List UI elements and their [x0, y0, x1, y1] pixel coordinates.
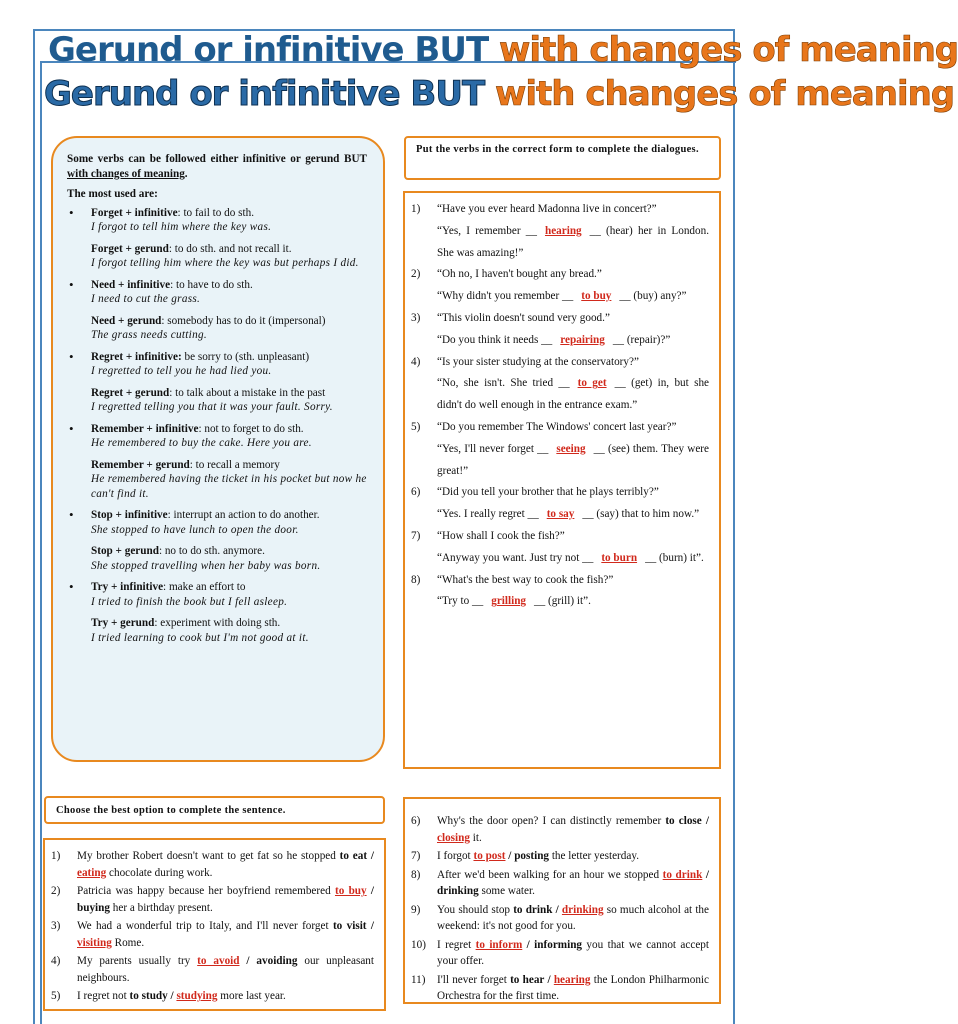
sentence-start: I forgot	[437, 850, 474, 862]
title-part2: with changes of meaning	[494, 74, 955, 114]
rule-item	[67, 386, 367, 415]
choose-panel-right	[403, 797, 721, 1004]
choose-item	[45, 988, 374, 1005]
option-separator: /	[366, 885, 374, 897]
option-a: to hear	[510, 973, 545, 986]
answer-prefix: “Yes. I really regret __	[437, 508, 539, 521]
item-number: 5)	[411, 420, 421, 433]
answer-fill: repairing	[560, 333, 605, 346]
title-shadow	[48, 30, 958, 70]
rules-intro	[67, 152, 367, 181]
rule-term: Stop + infinitive	[91, 509, 168, 521]
rule-definition	[91, 350, 367, 365]
intro-underlined: with changes of meaning	[67, 167, 185, 180]
sentence-start: After we'd been walking for an hour we stopped	[437, 868, 663, 881]
rule-meaning: : somebody has to do it (impersonal)	[161, 314, 326, 327]
choose-item	[405, 937, 709, 970]
option-b: visiting	[77, 936, 112, 949]
answer-prefix: “Try to __	[437, 595, 484, 608]
rule-definition	[91, 314, 367, 329]
choose-item	[405, 867, 709, 900]
item-number: 4)	[411, 355, 421, 368]
rule-definition	[91, 458, 367, 473]
most-used-heading: The most used are:	[67, 188, 158, 200]
rule-term: Need + infinitive	[91, 278, 171, 291]
option-a: to eat	[339, 850, 368, 862]
rule-meaning: : experiment with doing sth.	[154, 617, 281, 629]
item-number: 2)	[411, 268, 421, 281]
option-b: buying	[77, 901, 110, 914]
rule-meaning: : make an effort to	[163, 581, 246, 593]
rule-item	[67, 278, 367, 307]
rule-term: Try + infinitive	[91, 581, 164, 593]
option-separator: /	[239, 955, 257, 967]
rule-example: I forgot telling him where the key was but perhaps I did.	[91, 257, 359, 269]
dialogue-answer-line	[437, 330, 709, 352]
rule-item	[67, 422, 367, 451]
sentence-end: her a birthday present.	[109, 901, 213, 914]
rule-example: He remembered to buy the cake. Here you are.	[91, 437, 312, 449]
choose-panel-left	[43, 838, 386, 1011]
sentence-end: so much alcohol at the weekend: it's not good for you.	[437, 903, 709, 932]
item-number: 3)	[51, 920, 61, 932]
rules-list	[67, 206, 367, 646]
rule-meaning: : not to forget to do sth.	[198, 422, 304, 435]
answer-suffix: __ (say) that to him now.”	[582, 508, 700, 521]
rule-term: Regret + gerund	[91, 386, 170, 399]
rule-definition	[91, 386, 367, 401]
rule-term: Forget + infinitive	[91, 206, 178, 219]
rule-item	[67, 242, 367, 271]
rule-example: I need to cut the grass.	[91, 293, 201, 305]
dialogue-item	[405, 482, 709, 526]
dialogue-list	[405, 199, 709, 613]
rules-box	[51, 136, 385, 762]
rule-example: She stopped travelling when her baby was born.	[91, 559, 321, 572]
sentence-start: You should stop	[437, 903, 514, 916]
item-number: 7)	[411, 529, 421, 542]
rule-definition	[91, 580, 367, 595]
answer-fill: to get	[577, 377, 607, 390]
choose-list-left	[45, 848, 374, 1005]
rule-definition	[91, 422, 367, 437]
choose-item	[405, 848, 709, 865]
answer-suffix: __ (see) them. They were great!”	[437, 442, 709, 477]
sentence-start: My brother Robert doesn't want to get fat so he stopped	[77, 850, 340, 862]
rule-example: I regretted to tell you he had lied you.	[91, 365, 272, 377]
rule-item	[67, 458, 367, 502]
sentence-start: I regret not	[77, 990, 130, 1002]
answer-fill: to burn	[601, 551, 638, 564]
choose-item	[405, 813, 709, 846]
dialogue-item	[405, 352, 709, 417]
rule-term: Stop + gerund	[91, 545, 159, 557]
answer-prefix: “No, she isn't. She tried __	[437, 377, 570, 390]
title-shadow-part1: Gerund or infinitive BUT	[48, 30, 489, 70]
rule-definition	[91, 616, 367, 631]
item-number: 7)	[411, 850, 421, 862]
option-separator: /	[701, 815, 710, 827]
option-separator: /	[367, 850, 375, 862]
rule-definition	[91, 206, 367, 221]
item-number: 4)	[51, 955, 61, 967]
dialogue-question: “Do you remember The Windows' concert last year?”	[437, 420, 677, 433]
answer-suffix: __ (burn) it”.	[645, 551, 704, 564]
sentence-start: I'll never forget	[437, 973, 511, 986]
option-separator: /	[522, 938, 535, 951]
rule-term: Remember + infinitive	[91, 422, 199, 435]
sentence-start: We had a wonderful trip to Italy, and I'll never forget	[77, 920, 333, 932]
answer-suffix: __ (buy) any?”	[619, 290, 687, 303]
item-number: 8)	[411, 573, 421, 586]
rule-term: Remember + gerund	[91, 458, 190, 471]
answer-fill: to say	[546, 508, 575, 521]
option-b: studying	[176, 990, 218, 1002]
dialogue-answer-line	[437, 504, 709, 526]
answer-prefix: “Anyway you want. Just try not __	[437, 551, 594, 564]
intro-end: .	[184, 167, 188, 180]
rule-item	[67, 616, 367, 645]
item-number: 3)	[411, 311, 421, 324]
rule-definition	[91, 508, 367, 523]
rule-item	[67, 206, 367, 235]
rule-term: Regret + infinitive:	[91, 350, 182, 363]
option-separator: /	[552, 903, 562, 916]
sentence-end: you that we cannot accept your offer.	[437, 938, 709, 967]
answer-fill: to buy	[581, 290, 612, 303]
intro-text: Some verbs can be followed either infinitive or gerund BUT	[67, 153, 367, 165]
option-a: to drink	[662, 868, 703, 881]
answer-prefix: “Why didn't you remember __	[437, 290, 574, 303]
dialogue-item	[405, 264, 709, 308]
item-number: 2)	[51, 885, 61, 897]
rule-meaning: : no to do sth. anymore.	[158, 545, 265, 557]
rule-meaning: : to do sth. and not recall it.	[168, 242, 292, 255]
rule-meaning: : to have to do sth.	[170, 278, 253, 291]
dialogue-item	[405, 526, 709, 570]
dialogue-item	[405, 308, 709, 352]
rule-item	[67, 350, 367, 379]
dialogue-question: “Did you tell your brother that he plays terribly?”	[437, 486, 659, 499]
dialogue-item	[405, 199, 709, 264]
rule-meaning: : to fail to do sth.	[177, 206, 254, 219]
choose-item	[405, 972, 709, 1005]
dialogue-question: “Is your sister studying at the conservatory?”	[437, 355, 639, 368]
option-a: to post	[473, 850, 506, 862]
rule-example: He remembered having the ticket in his pocket but now he can't find it.	[91, 473, 367, 500]
item-number: 10)	[411, 938, 426, 951]
rule-term: Need + gerund	[91, 314, 162, 327]
item-number: 1)	[51, 850, 61, 862]
rule-term: Try + gerund	[91, 617, 155, 629]
dialogue-question: “Oh no, I haven't bought any bread.”	[437, 268, 602, 281]
option-a: to inform	[475, 938, 523, 951]
rule-meaning: : interrupt an action to do another.	[167, 509, 320, 521]
choose-item	[45, 918, 374, 951]
answer-suffix: __ (get) in, but she didn't do well enough in the entrance exam.”	[437, 377, 710, 412]
item-number: 9)	[411, 903, 421, 916]
title-part1: Gerund or infinitive BUT	[44, 74, 485, 114]
option-b: informing	[534, 938, 583, 951]
rule-example: The grass needs cutting.	[91, 329, 207, 341]
rule-example: I tried learning to cook but I'm not good at it.	[91, 631, 309, 644]
sentence-end: some water.	[478, 885, 535, 897]
dialogue-answer-line	[437, 286, 709, 308]
rule-definition	[91, 242, 367, 257]
option-separator: /	[167, 990, 177, 1002]
option-b: drinking	[437, 885, 479, 897]
dialogue-item	[405, 570, 709, 614]
answer-suffix: __ (repair)?”	[612, 333, 671, 346]
choose-instruction-text: Choose the best option to complete the sentence.	[56, 805, 286, 816]
sentence-end: more last year.	[217, 990, 286, 1002]
choose-item	[45, 848, 374, 881]
dialogues-instruction	[404, 136, 721, 180]
dialogue-question: “This violin doesn't sound very good.”	[437, 311, 610, 324]
item-number: 8)	[411, 868, 421, 881]
choose-list-right	[405, 813, 709, 1005]
choose-item	[405, 902, 709, 935]
dialogues-instruction-text: Put the verbs in the correct form to complete the dialogues.	[416, 144, 699, 155]
item-number: 5)	[51, 990, 61, 1002]
answer-suffix: __ (hear) her in London. She was amazing!”	[437, 224, 709, 259]
sentence-start: Why's the door open? I can distinctly remember	[437, 815, 666, 827]
dialogue-question: “What's the best way to cook the fish?”	[437, 573, 614, 586]
rule-example: I forgot to tell him where the key was.	[91, 221, 272, 233]
rule-example: She stopped to have lunch to open the door.	[91, 523, 299, 536]
dialogue-answer-line	[437, 548, 709, 570]
sentence-end: Rome.	[111, 936, 145, 949]
answer-fill: grilling	[491, 595, 527, 608]
item-number: 1)	[411, 203, 421, 215]
dialogue-answer-line	[437, 373, 709, 417]
rule-meaning: be sorry to (sth. unpleasant)	[181, 350, 310, 363]
sentence-end: our unpleasant neighbours.	[77, 955, 374, 984]
choose-instruction	[44, 796, 385, 824]
option-a: to buy	[334, 885, 367, 897]
sentence-start: I regret	[437, 938, 476, 951]
option-a: to visit	[332, 920, 367, 932]
option-separator: /	[544, 973, 554, 986]
answer-suffix: __ (grill) it”.	[534, 595, 591, 608]
sentence-end: it.	[469, 831, 482, 844]
option-a: to study	[129, 990, 168, 1002]
rule-meaning: : to talk about a mistake in the past	[169, 386, 326, 399]
rule-meaning: : to recall a memory	[189, 458, 280, 471]
item-number: 6)	[411, 486, 421, 499]
dialogue-answer-line	[437, 439, 709, 483]
option-a: to drink	[513, 903, 553, 916]
option-b: avoiding	[256, 955, 298, 967]
sentence-end: chocolate during work.	[106, 866, 213, 879]
option-b: closing	[437, 831, 470, 844]
option-separator: /	[702, 868, 710, 881]
dialogue-question: “Have you ever heard Madonna live in concert?”	[437, 203, 657, 215]
dialogue-answer-line	[437, 221, 709, 265]
option-separator: /	[505, 850, 515, 862]
rule-item	[67, 508, 367, 537]
rule-term: Forget + gerund	[91, 242, 169, 255]
title-shadow-part2: with changes of meaning	[498, 30, 958, 70]
rule-example: I tried to finish the book but I fell asleep.	[91, 595, 288, 608]
sentence-end: the letter yesterday.	[549, 850, 639, 862]
answer-fill: hearing	[544, 224, 582, 237]
dialogue-question: “How shall I cook the fish?”	[437, 529, 565, 542]
choose-item	[45, 883, 374, 916]
answer-prefix: “Yes, I'll never forget __	[437, 442, 549, 455]
option-separator: /	[366, 920, 374, 932]
rule-definition	[91, 278, 367, 293]
item-number: 6)	[411, 815, 421, 827]
answer-fill: seeing	[556, 442, 586, 455]
rule-example: I regretted telling you that it was your fault. Sorry.	[91, 401, 333, 413]
sentence-start: My parents usually try	[77, 955, 198, 967]
rule-item	[67, 580, 367, 609]
item-number: 11)	[411, 973, 426, 986]
dialogue-item	[405, 417, 709, 482]
rule-definition	[91, 544, 367, 559]
answer-prefix: “Yes, I remember __	[437, 224, 537, 237]
option-b: eating	[77, 866, 107, 879]
option-b: posting	[514, 850, 550, 862]
option-a: to avoid	[197, 955, 240, 967]
rule-item	[67, 544, 367, 573]
option-b: drinking	[561, 903, 604, 916]
page-title	[44, 74, 954, 114]
option-a: to close	[665, 815, 702, 827]
choose-item	[45, 953, 374, 986]
answer-prefix: “Do you think it needs __	[437, 333, 553, 346]
rule-item	[67, 314, 367, 343]
option-b: hearing	[553, 973, 591, 986]
dialogue-answer-line	[437, 591, 709, 613]
sentence-end: the London Philharmonic Orchestra for the first time.	[437, 973, 710, 1002]
dialogues-panel	[403, 191, 721, 769]
sentence-start: Patricia was happy because her boyfriend remembered	[77, 885, 335, 897]
